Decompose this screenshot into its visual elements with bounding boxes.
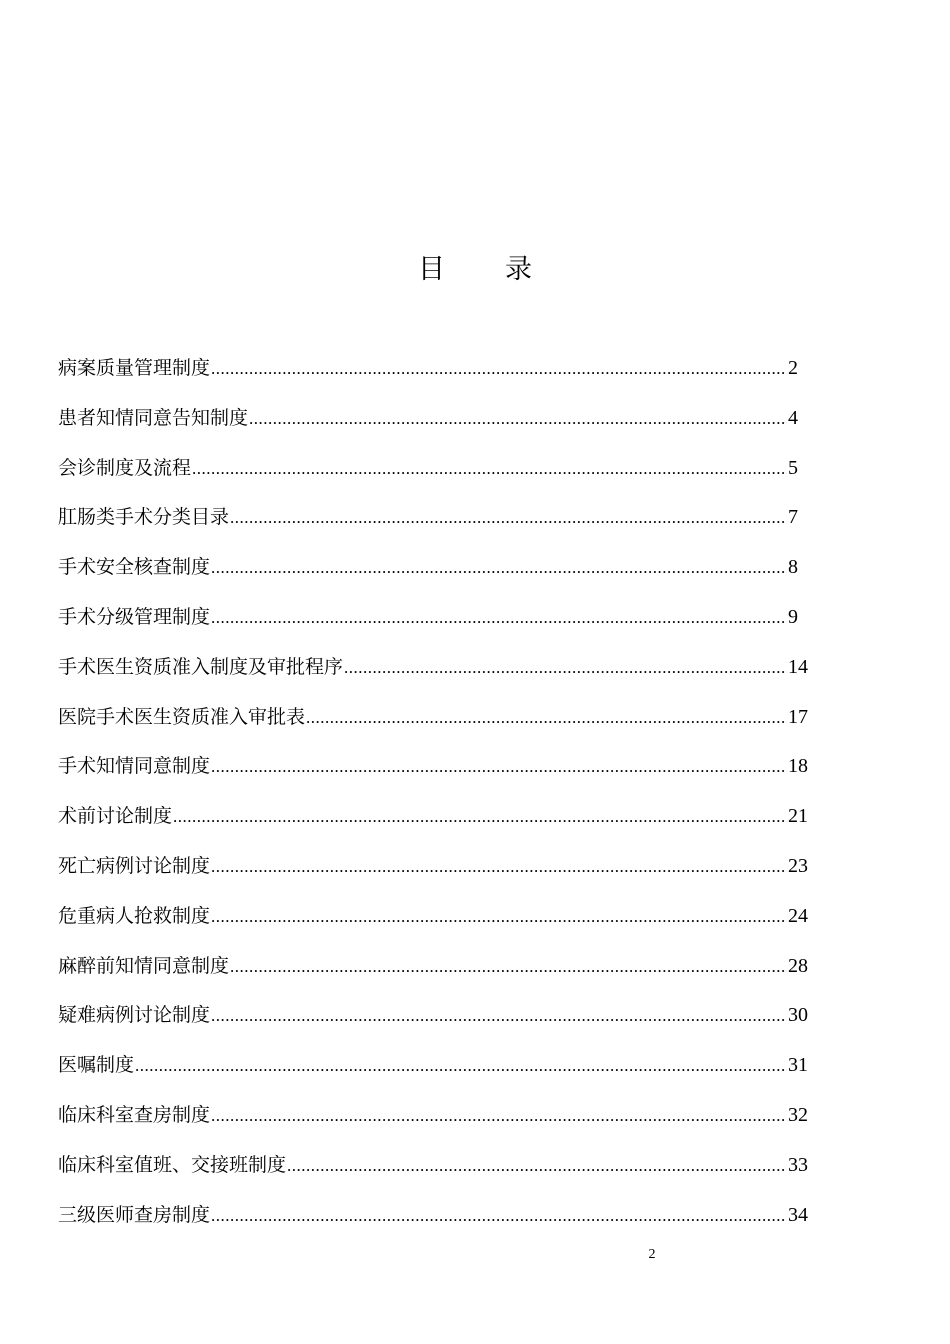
- toc-entry[interactable]: [58, 699, 818, 749]
- toc-entry-label: 手术医生资质准入制度及审批程序: [58, 655, 344, 678]
- toc-entry-page: 2: [788, 357, 798, 379]
- toc-leader-dots: [192, 451, 787, 487]
- toc-entry[interactable]: [58, 499, 818, 549]
- toc-entry-page: 7: [788, 506, 798, 529]
- toc-entry-page: 24: [788, 904, 808, 927]
- toc-entry[interactable]: [58, 748, 818, 798]
- toc-entry[interactable]: [58, 549, 818, 599]
- page-title-char-1: 目: [418, 254, 445, 285]
- toc-entry-label: 手术安全核查制度: [58, 556, 211, 579]
- toc-entry-label: 医院手术医生资质准入审批表: [58, 705, 306, 728]
- toc-entry-page: 14: [788, 655, 808, 678]
- toc-entry-label: 患者知情同意告知制度: [58, 406, 249, 429]
- toc-entry[interactable]: [58, 450, 818, 500]
- toc-entry-page: 4: [788, 406, 798, 429]
- toc-entry-page: 28: [788, 954, 808, 977]
- toc-entry-page: 30: [788, 1004, 808, 1027]
- toc-leader-dots: [344, 650, 787, 686]
- toc-entry[interactable]: [58, 898, 818, 948]
- toc-entry-page: 31: [788, 1054, 808, 1077]
- toc-leader-dots: [230, 949, 787, 985]
- toc-entry-label: 手术分级管理制度: [58, 605, 211, 628]
- toc-entry-page: 18: [788, 755, 808, 778]
- toc-leader-dots: [211, 600, 787, 636]
- toc-leader-dots: [211, 1198, 787, 1234]
- toc-entry[interactable]: [58, 599, 818, 649]
- toc-entry-label: 会诊制度及流程: [58, 456, 192, 479]
- toc-entry-page: 32: [788, 1103, 808, 1126]
- toc-leader-dots: [230, 500, 787, 536]
- toc-entry-label: 手术知情同意制度: [58, 755, 211, 778]
- toc-entry-page: 5: [788, 456, 798, 479]
- toc-entry-label: 死亡病例讨论制度: [58, 854, 211, 877]
- toc-entry[interactable]: [58, 1197, 818, 1247]
- toc-entry[interactable]: [58, 400, 818, 450]
- toc-leader-dots: [211, 749, 787, 785]
- toc-entry[interactable]: [58, 649, 818, 699]
- toc-entry[interactable]: [58, 1047, 818, 1097]
- toc-entry-label: 术前讨论制度: [58, 805, 173, 828]
- toc-leader-dots: [211, 849, 787, 885]
- toc-entry-page: 9: [788, 605, 798, 628]
- toc-leader-dots: [249, 401, 787, 437]
- toc-leader-dots: [306, 700, 787, 736]
- toc-entry-label: 三级医师查房制度: [58, 1203, 211, 1226]
- toc-entry[interactable]: [58, 798, 818, 848]
- toc-entry-label: 疑难病例讨论制度: [58, 1004, 211, 1027]
- toc-leader-dots: [287, 1148, 787, 1184]
- toc-leader-dots: [211, 1098, 787, 1134]
- toc-leader-dots: [135, 1048, 787, 1084]
- toc-leader-dots: [211, 899, 787, 935]
- toc-entry-page: 17: [788, 705, 808, 728]
- toc-entry-label: 肛肠类手术分类目录: [58, 506, 230, 529]
- toc-entry-page: 33: [788, 1153, 808, 1176]
- toc-entry-label: 麻醉前知情同意制度: [58, 954, 230, 977]
- toc-entry-label: 危重病人抢救制度: [58, 904, 211, 927]
- toc-entry-page: 21: [788, 805, 808, 828]
- toc-entry[interactable]: [58, 848, 818, 898]
- toc-entry[interactable]: [58, 1147, 818, 1197]
- toc-entry-label: 临床科室查房制度: [58, 1103, 211, 1126]
- toc-entry-page: 23: [788, 854, 808, 877]
- toc-entry[interactable]: [58, 1097, 818, 1147]
- toc-entry[interactable]: [58, 948, 818, 998]
- toc-entry[interactable]: [58, 350, 818, 400]
- toc-entry-label: 医嘱制度: [58, 1054, 135, 1077]
- toc-leader-dots: [173, 799, 787, 835]
- page-title: [0, 250, 950, 290]
- toc-entry-label: 临床科室值班、交接班制度: [58, 1153, 287, 1176]
- toc-leader-dots: [211, 998, 787, 1034]
- table-of-contents: [58, 350, 818, 1246]
- toc-entry-label: 病案质量管理制度: [58, 357, 211, 379]
- toc-leader-dots: [211, 351, 787, 387]
- toc-entry[interactable]: [58, 997, 818, 1047]
- toc-leader-dots: [211, 550, 787, 586]
- toc-entry-page: 34: [788, 1203, 808, 1226]
- toc-entry-page: 8: [788, 556, 798, 579]
- page-title-char-2: 录: [505, 254, 532, 285]
- footer-page-number: 2: [648, 1247, 656, 1262]
